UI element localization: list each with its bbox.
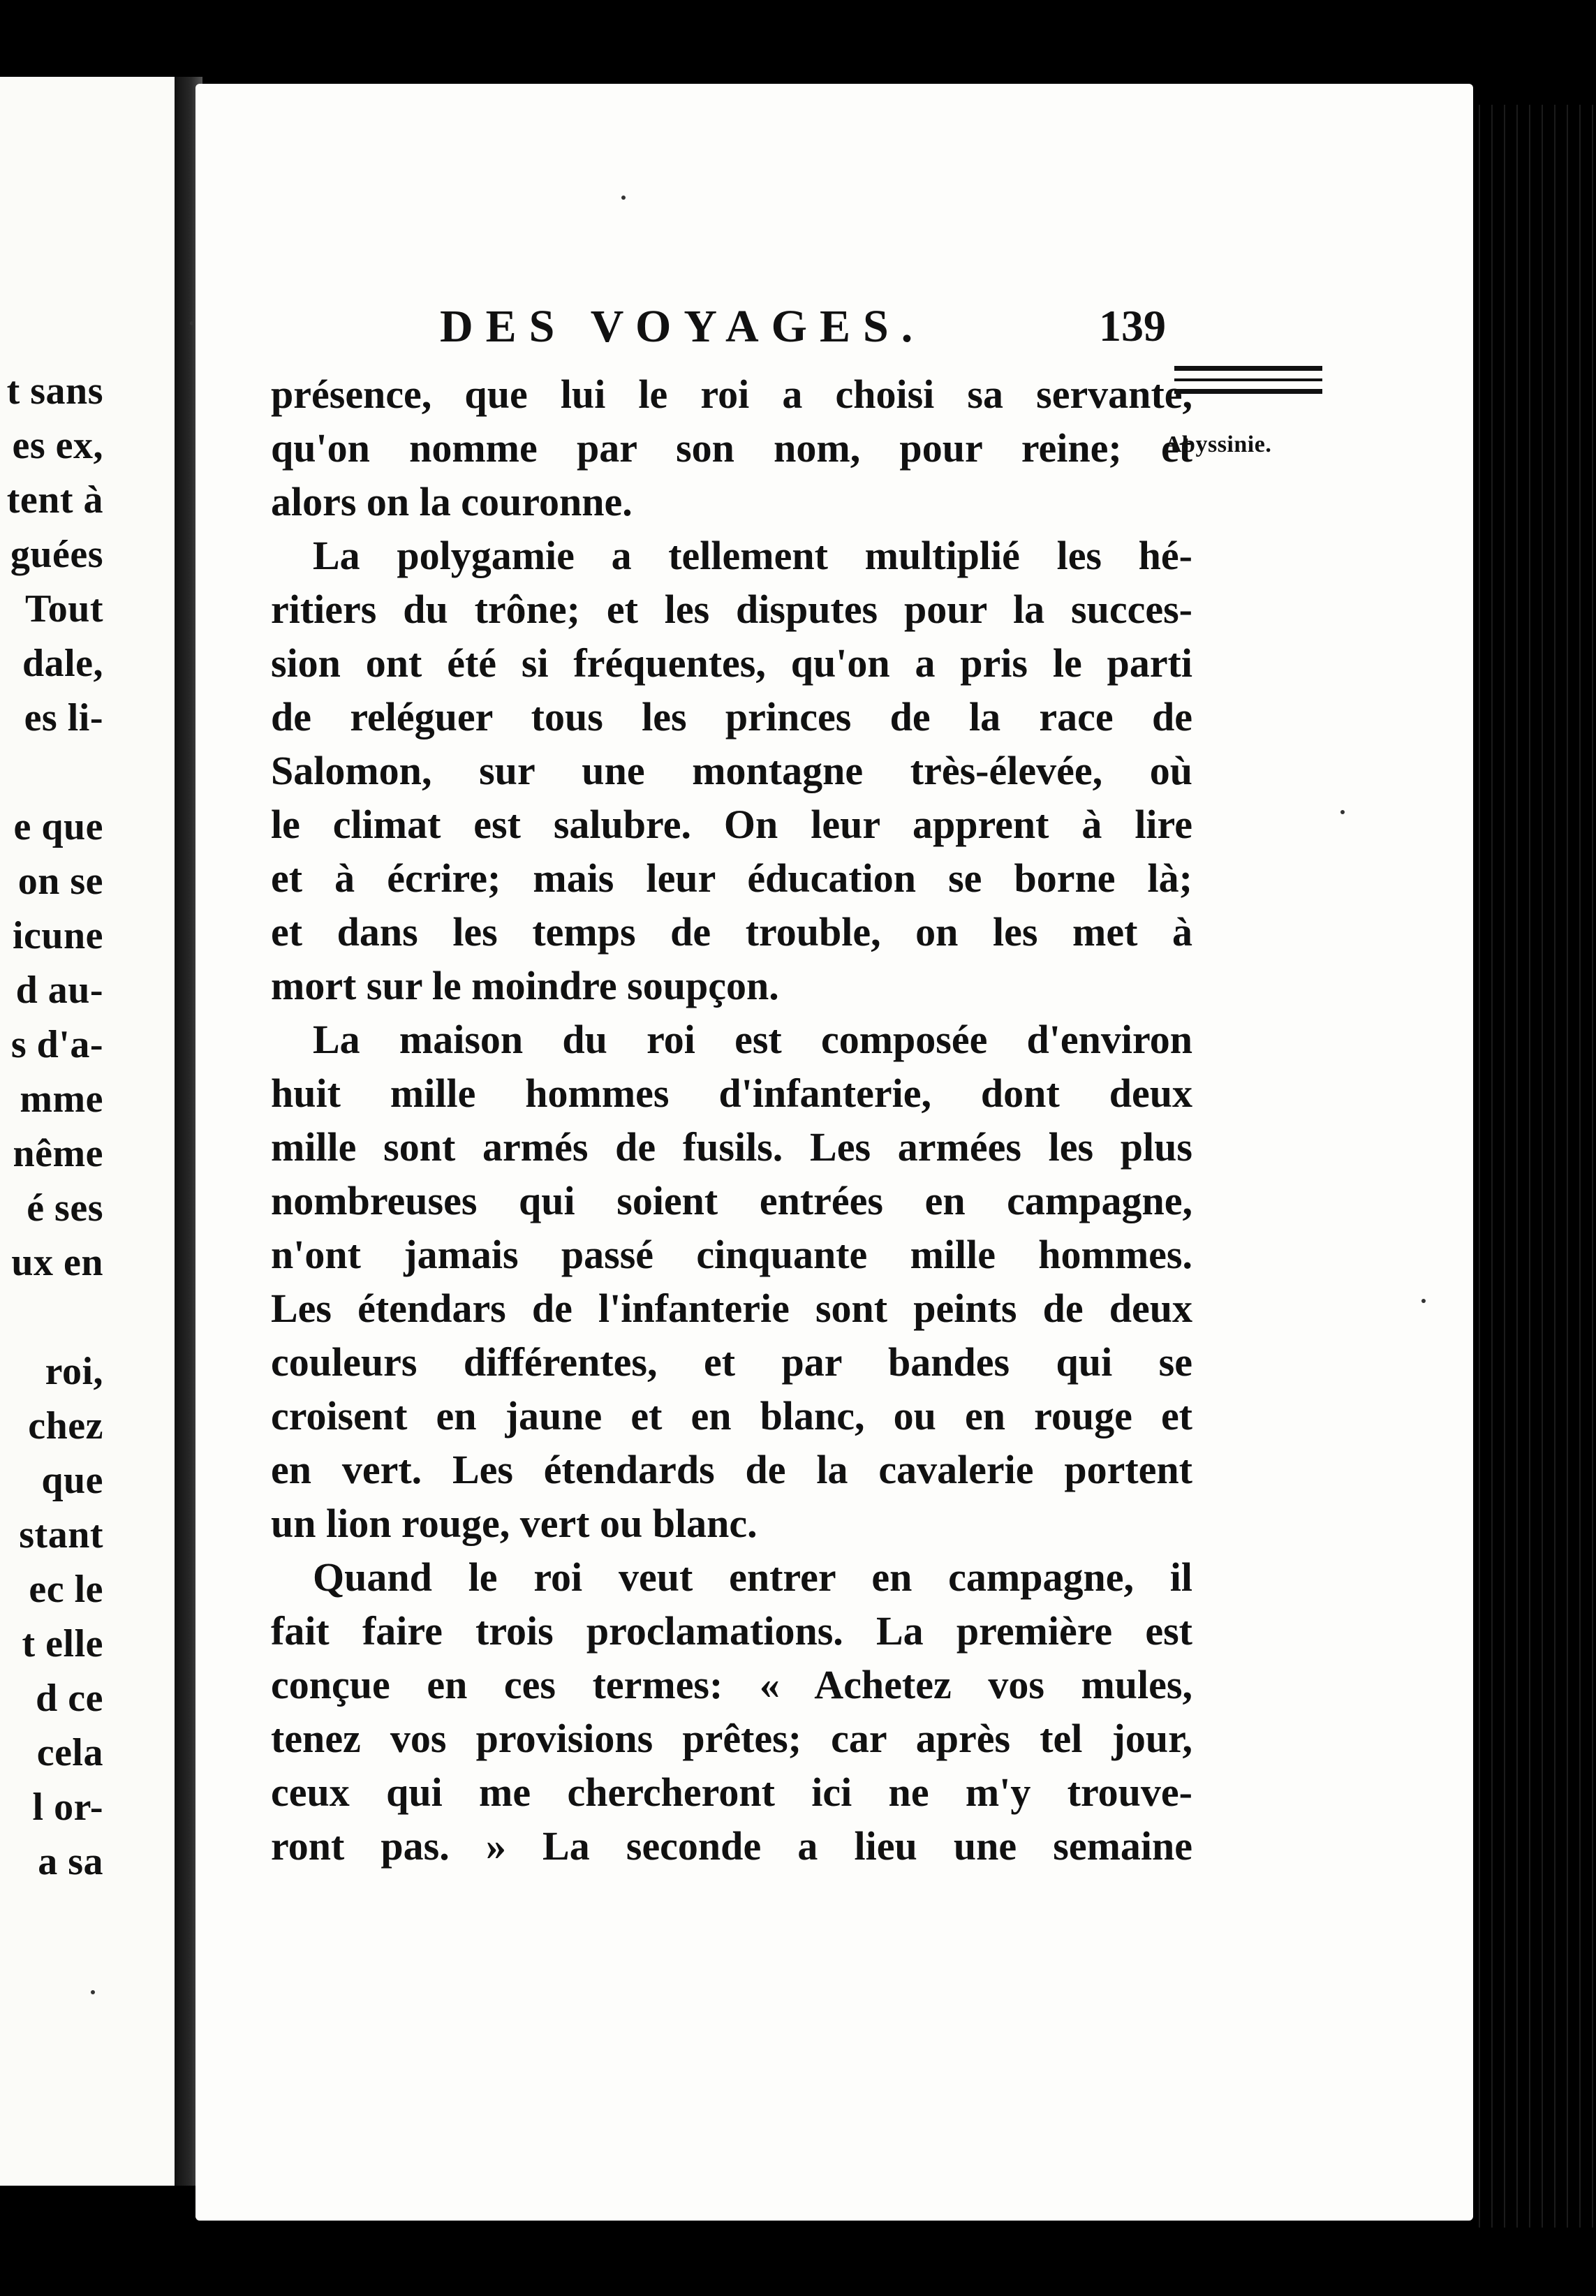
page-number: 139: [1099, 301, 1166, 351]
page-header: [440, 300, 1166, 356]
paper-speck: [91, 1990, 95, 1994]
facing-page-line: d au-: [15, 969, 103, 1012]
facing-page-line: tent à: [6, 478, 103, 522]
facing-page-line: guées: [10, 533, 103, 576]
facing-page-fragment: [0, 77, 187, 2186]
facing-page-line: Tout: [24, 587, 103, 631]
text-line: alors on la couronne.: [271, 479, 633, 524]
page-edges: [1473, 105, 1596, 2228]
text-line: et dans les temps de trouble, on les met à: [271, 909, 1192, 955]
text-line: n'ont jamais passé cinquante mille hommes.: [271, 1232, 1192, 1277]
text-line: huit mille hommes d'infanterie, dont deux: [271, 1070, 1192, 1116]
running-title: DES VOYAGES.: [440, 301, 926, 352]
text-line: Quand le roi veut entrer en campagne, il: [313, 1554, 1192, 1600]
facing-page-line: a sa: [38, 1840, 103, 1883]
facing-page-line: on se: [17, 860, 103, 903]
text-line: de reléguer tous les princes de la race de: [271, 694, 1192, 739]
facing-page-line: mme: [20, 1077, 103, 1121]
facing-page-line: ec le: [29, 1568, 103, 1611]
facing-page-line: es li-: [24, 696, 103, 739]
text-line: présence, que lui le roi a choisi sa servante,: [271, 371, 1192, 417]
facing-page-line: e que: [13, 805, 103, 848]
marginal-note: Abyssinie.: [1165, 432, 1272, 457]
paper-speck: [621, 196, 626, 200]
paper-speck: [1340, 810, 1345, 814]
facing-page-line: que: [41, 1459, 103, 1502]
text-line: le climat est salubre. On leur apprent à lire: [271, 802, 1192, 847]
facing-page-line: stant: [19, 1513, 103, 1557]
facing-page-line: dale,: [22, 642, 103, 685]
text-line: conçue en ces termes: « Achetez vos mules,: [271, 1662, 1192, 1707]
facing-page-line: cela: [36, 1731, 103, 1774]
paper-speck: [190, 321, 194, 325]
text-line: couleurs différentes, et par bandes qui se: [271, 1339, 1192, 1385]
paper-speck: [1421, 1299, 1426, 1303]
facing-page-line: ux en: [11, 1241, 103, 1284]
facing-page-line: chez: [28, 1404, 103, 1448]
text-line: La maison du roi est composée d'environ: [313, 1017, 1192, 1062]
text-line: et à écrire; mais leur éducation se borne là;: [271, 855, 1192, 901]
facing-page-line: icune: [12, 914, 103, 957]
facing-page-line: s d'a-: [10, 1023, 103, 1066]
text-line: un lion rouge, vert ou blanc.: [271, 1501, 758, 1546]
text-line: qu'on nomme par son nom, pour reine; et: [271, 425, 1192, 471]
text-line: Les étendars de l'infanterie sont peints de deux: [271, 1286, 1192, 1331]
text-line: ceux qui me chercheront ici ne m'y trouve-: [271, 1769, 1192, 1815]
facing-page-line: t elle: [22, 1622, 103, 1665]
facing-page-line: nême: [13, 1132, 103, 1175]
facing-page-line: es ex,: [12, 424, 103, 467]
text-line: tenez vos provisions prêtes; car après tel jour,: [271, 1716, 1192, 1761]
text-line: en vert. Les étendards de la cavalerie portent: [271, 1447, 1192, 1492]
facing-page-line: t sans: [6, 369, 103, 413]
text-line: sion ont été si fréquentes, qu'on a pris le parti: [271, 640, 1192, 686]
facing-page-line: é ses: [27, 1186, 103, 1230]
text-line: nombreuses qui soient entrées en campagne,: [271, 1178, 1192, 1223]
facing-page-line: d ce: [36, 1677, 103, 1720]
text-line: mille sont armés de fusils. Les armées les plus: [271, 1124, 1192, 1170]
text-line: fait faire trois proclamations. La première est: [271, 1608, 1192, 1654]
text-line: ritiers du trône; et les disputes pour la succes-: [271, 587, 1192, 632]
facing-page-line: roi,: [45, 1350, 103, 1393]
text-line: croisent en jaune et en blanc, ou en rouge et: [271, 1393, 1192, 1438]
facing-page-line: l or-: [32, 1786, 103, 1829]
text-line: La polygamie a tellement multiplié les hé-: [313, 533, 1192, 578]
body-text: [271, 367, 1192, 1873]
text-line: ront pas. » La seconde a lieu une semaine: [271, 1823, 1192, 1869]
marginal-rule: [1174, 366, 1322, 394]
text-line: mort sur le moindre soupçon.: [271, 963, 779, 1008]
text-line: Salomon, sur une montagne très-élevée, où: [271, 748, 1192, 793]
